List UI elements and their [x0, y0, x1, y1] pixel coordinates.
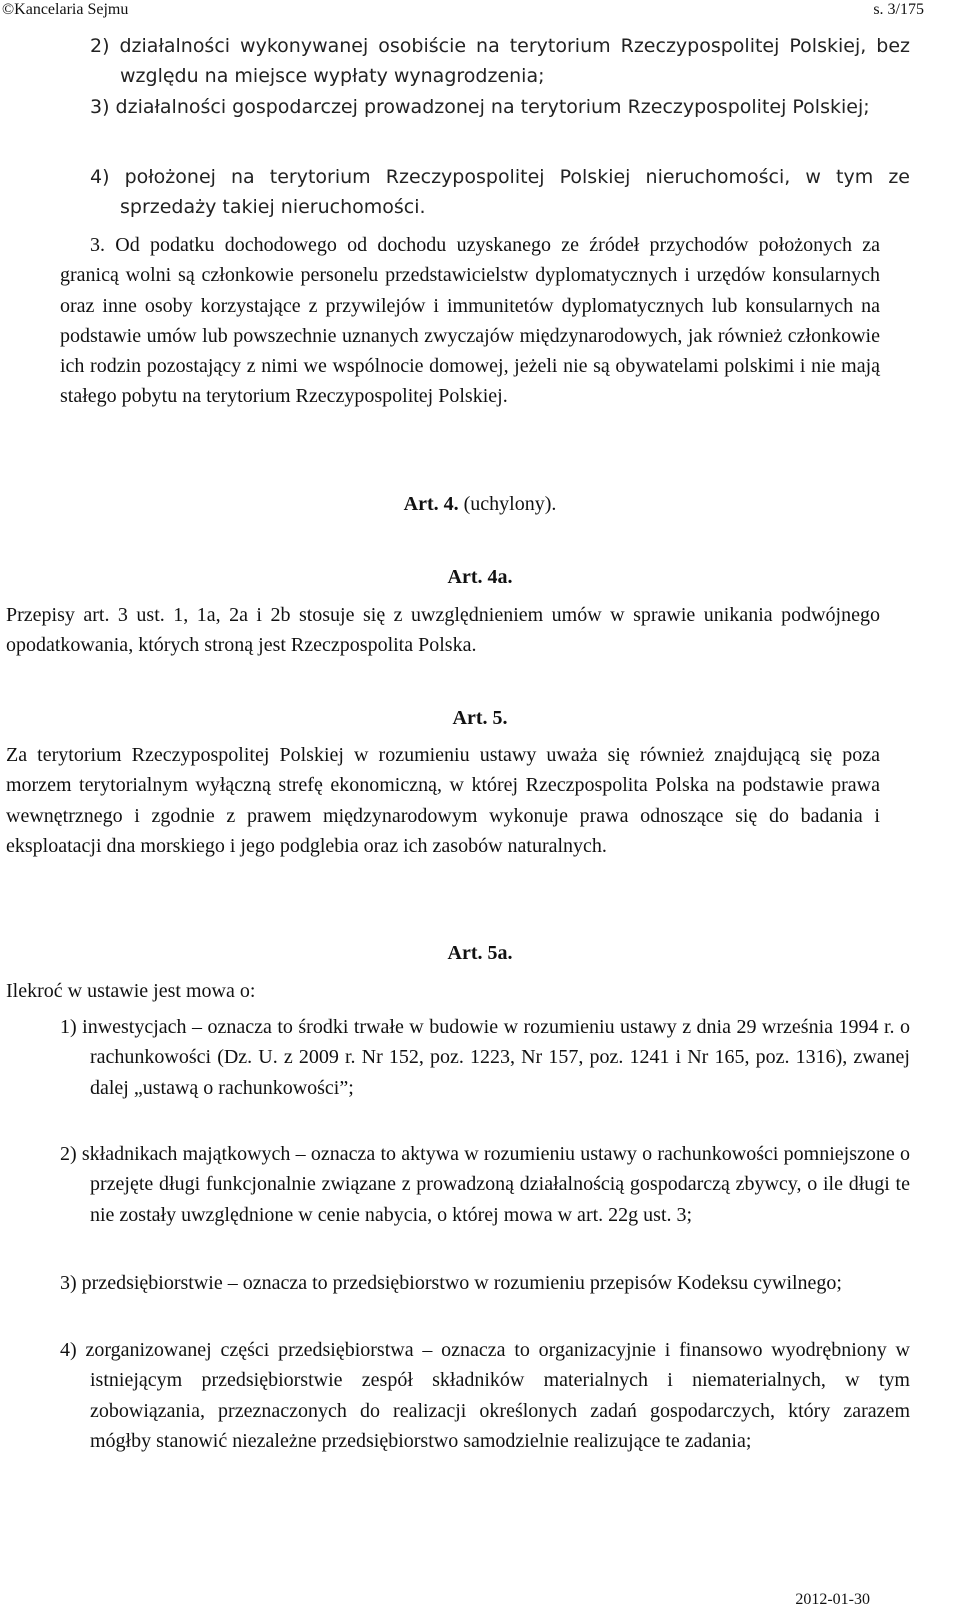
art4a-heading [0, 562, 960, 592]
list-item: 4) położonej na terytorium Rzeczypospolitej Polskiej nieruchomości, w tym ze sprzedaży takiej nieruchomości. [90, 166, 910, 219]
art4a-number: Art. 4a. [447, 566, 513, 588]
art5a-heading [0, 938, 960, 968]
footer-date: 2012-01-30 [795, 1591, 870, 1608]
art5a-number: Art. 5a. [447, 942, 513, 964]
definition-item: 3) przedsiębiorstwie – oznacza to przedsiębiorstwo w rozumieniu przepisów Kodeksu cywilnego; [60, 1272, 842, 1294]
list-item: 2) działalności wykonywanej osobiście na terytorium Rzeczypospolitej Polskiej, bez względu na miejsce wypłaty wynagrodzenia; [90, 35, 910, 88]
definition-item: 2) składnikach majątkowych – oznacza to aktywa w rozumieniu ustawy o rachunkowości pomniejszone o przejęte długi funkcjonalnie związane z prowadzoną działalnością gospodarczą zbywcy, o ile długi te nie zostały uwzględnione w cenie nabycia, o której mowa w art. 22g ust. 3; [60, 1143, 910, 1226]
art4-heading [0, 489, 960, 519]
art4a-text: Przepisy art. 3 ust. 1, 1a, 2a i 2b stosuje się z uwzględnieniem umów w sprawie unikania podwójnego opodatkowania, których stroną jest Rzeczpospolita Polska. [6, 604, 880, 657]
paragraph-3: 3. Od podatku dochodowego od dochodu uzyskanego ze źródeł przychodów położonych za granicą wolni są członkowie personelu przedstawicielstw dyplomatycznych i urzędów konsularnych oraz inne osoby korzystające z przywilejów i immunitetów dyplomatycznych lub konsularnych na podstawie umów lub powszechnie uznanych zwyczajów międzynarodowych, jak również członkowie ich rodzin pozostający z nimi we wspólnocie domowej, jeżeli nie są obywatelami polskimi i nie mają stałego pobytu na terytorium Rzeczypospolitej Polskiej. [60, 234, 880, 408]
art4-note: (uchylony). [463, 493, 557, 515]
header-page-number: s. 3/175 [873, 1, 924, 18]
definition-item: 1) inwestycjach – oznacza to środki trwałe w budowie w rozumieniu ustawy z dnia 29 września 1994 r. o rachunkowości (Dz. U. z 2009 r. Nr 152, poz. 1223, Nr 157, poz. 1241 i Nr 165, poz. 1316), zwanej dalej „ustawą o rachunkowości”; [60, 1016, 910, 1099]
definition-item: 4) zorganizowanej części przedsiębiorstwa – oznacza to organizacyjnie i finansowo wyodrębniony w istniejącym przedsiębiorstwie zespół składników materialnych i niematerialnych, w tym zobowiązania, przeznaczonych do realizacji określonych zadań gospodarczych, który zarazem mógłby stanowić niezależne przedsiębiorstwo samodzielnie realizujące te zadania; [60, 1339, 910, 1452]
art5-text: Za terytorium Rzeczypospolitej Polskiej w rozumieniu ustawy uważa się również znajdującą się poza morzem terytorialnym wyłączną strefę ekonomiczną, w której Rzeczpospolita Polska na podstawie prawa wewnętrznego i zgodnie z prawem międzynarodowym wykonuje prawa odnoszące się do badania i eksploatacji dna morskiego i jego podglebia oraz ich zasobów naturalnych. [6, 744, 880, 857]
list-item: 3) działalności gospodarczej prowadzonej na terytorium Rzeczypospolitej Polskiej; [90, 96, 870, 118]
header-publisher: ©Kancelaria Sejmu [2, 1, 129, 18]
art5a-lead: Ilekroć w ustawie jest mowa o: [6, 980, 256, 1002]
art4-number: Art. 4. [403, 493, 459, 515]
art5-number: Art. 5. [452, 707, 508, 729]
art5-heading [0, 703, 960, 733]
